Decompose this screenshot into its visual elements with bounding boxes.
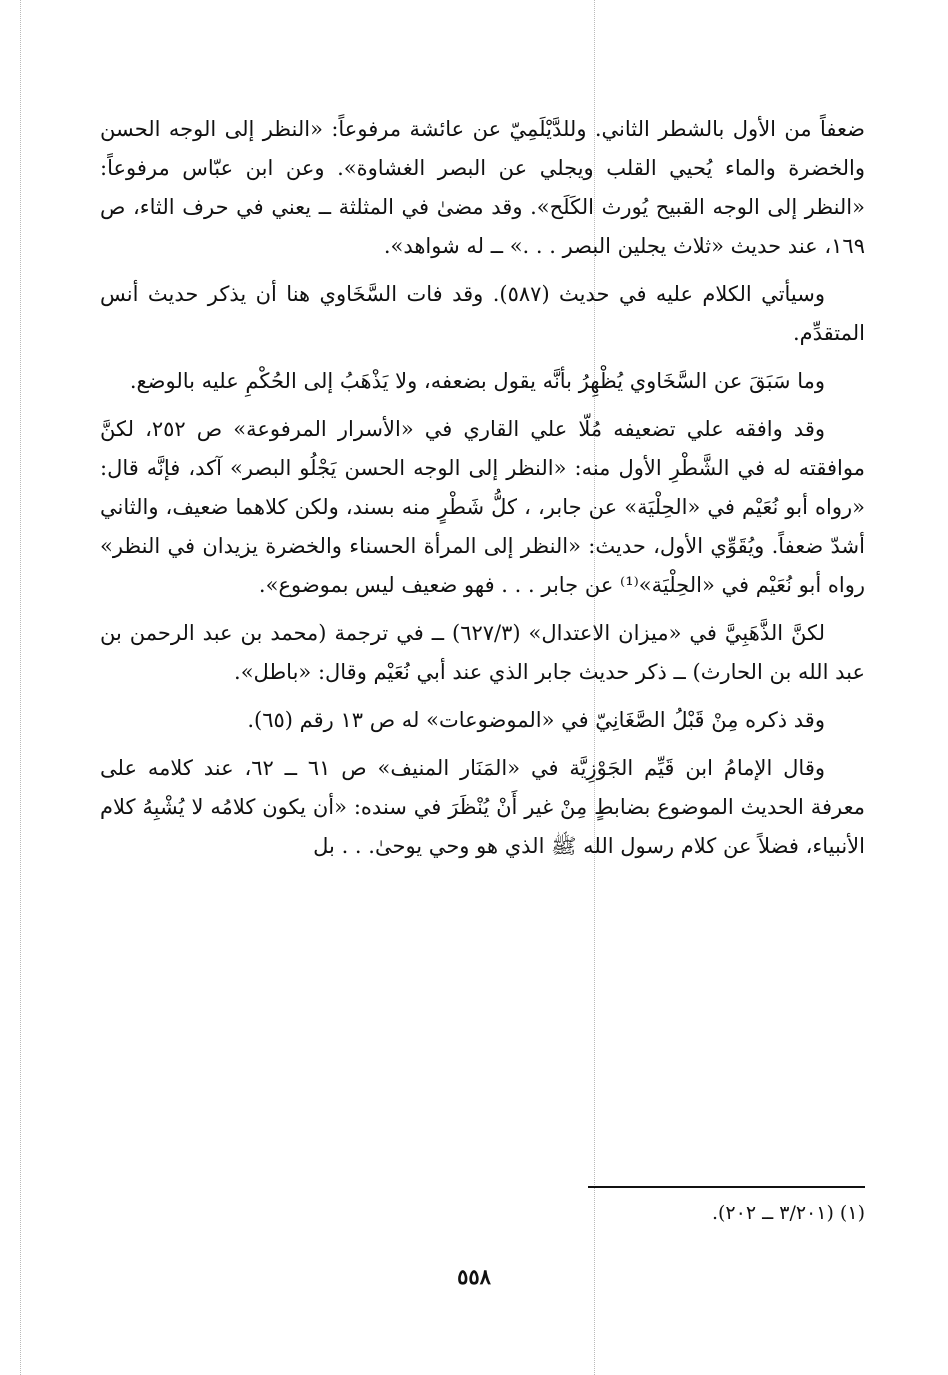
footnote: (١) (٣/٢٠١ ــ ٢٠٢). xyxy=(711,1202,865,1224)
page-number: ٥٥٨ xyxy=(457,1264,491,1289)
footnote-divider xyxy=(588,1186,865,1188)
paragraph-5: لكنَّ الذَّهَبِيَّ في «ميزان الاعتدال» (٦٢٧/٣) ــ في ترجمة (محمد بن عبد الرحمن بن عبد الله بن الحارث) ــ ذكر حديث جابر الذي عند أبي نُعَيْم وقال: «باطل». xyxy=(100,621,865,684)
paragraph-2: وسيأتي الكلام عليه في حديث (٥٨٧). وقد فات السَّخَاوي هنا أن يذكر حديث أنس المتقدِّم. xyxy=(100,282,865,345)
paragraph-4: وقد وافقه علي تضعيفه مُلّا علي القاري في «الأسرار المرفوعة» ص ٢٥٢، لكنَّ موافقته له في الشَّطْرِ الأول منه: «النظر إلى الوجه الحسن يَجْلُو البصر» آكد، فإنَّه قال: «رواه أبو نُعَيْم في «الحِلْيَة» عن جابر، ، كلُّ شَطْرٍ منه بسند، ولكن كلاهما ضعيف، والثاني أشدّ ضعفاً. ويُقَوِّي الأول، حديث: «النظر إلى المرأة الحسناء والخضرة يزيدان في النظر» رواه أبو نُعَيْم في «الحِلْيَة»⁽¹⁾ عن جابر . . . فهو ضعيف ليس بموضوع». xyxy=(100,417,865,597)
paragraph-6: وقد ذكره مِنْ قَبْلُ الصَّغَانِيّ في «الموضوعات» له ص ١٣ رقم (٦٥). xyxy=(247,708,825,732)
page-body xyxy=(100,110,865,875)
scan-dots-left xyxy=(20,0,21,1375)
paragraph-1: ضعفاً من الأول بالشطر الثاني. وللدَّيْلَمِيّ عن عائشة مرفوعاً: «النظر إلى الوجه الحسن والخضرة والماء يُحيي القلب ويجلي عن البصر الغشاوة». وعن ابن عبّاس مرفوعاً: «النظر إلى الوجه القبيح يُورث الكَلَح». وقد مضىٰ في المثلثة ــ يعني في حرف الثاء، ص ١٦٩، عند حديث «ثلاث يجلين البصر . . .» ــ له شواهد». xyxy=(100,117,865,258)
paragraph-7: وقال الإمامُ ابن قَيِّم الجَوْزِيَّة في «المَنَار المنيف» ص ٦١ ــ ٦٢، عند كلامه على معرفة الحديث الموضوع بضابطٍ مِنْ غير أَنْ يُنْظَرَ في سنده: «أن يكون كلامُه لا يُشْبِهُ كلام الأنبياء، فضلاً عن كلام رسول الله ﷺ الذي هو وحي يوحىٰ. . . بل xyxy=(100,756,865,858)
paragraph-3: وما سَبَقَ عن السَّخَاوي يُظْهِرُ بأنَّه يقول بضعفه، ولا يَذْهَبُ إلى الحُكْمِ عليه بالوضع. xyxy=(129,369,825,393)
